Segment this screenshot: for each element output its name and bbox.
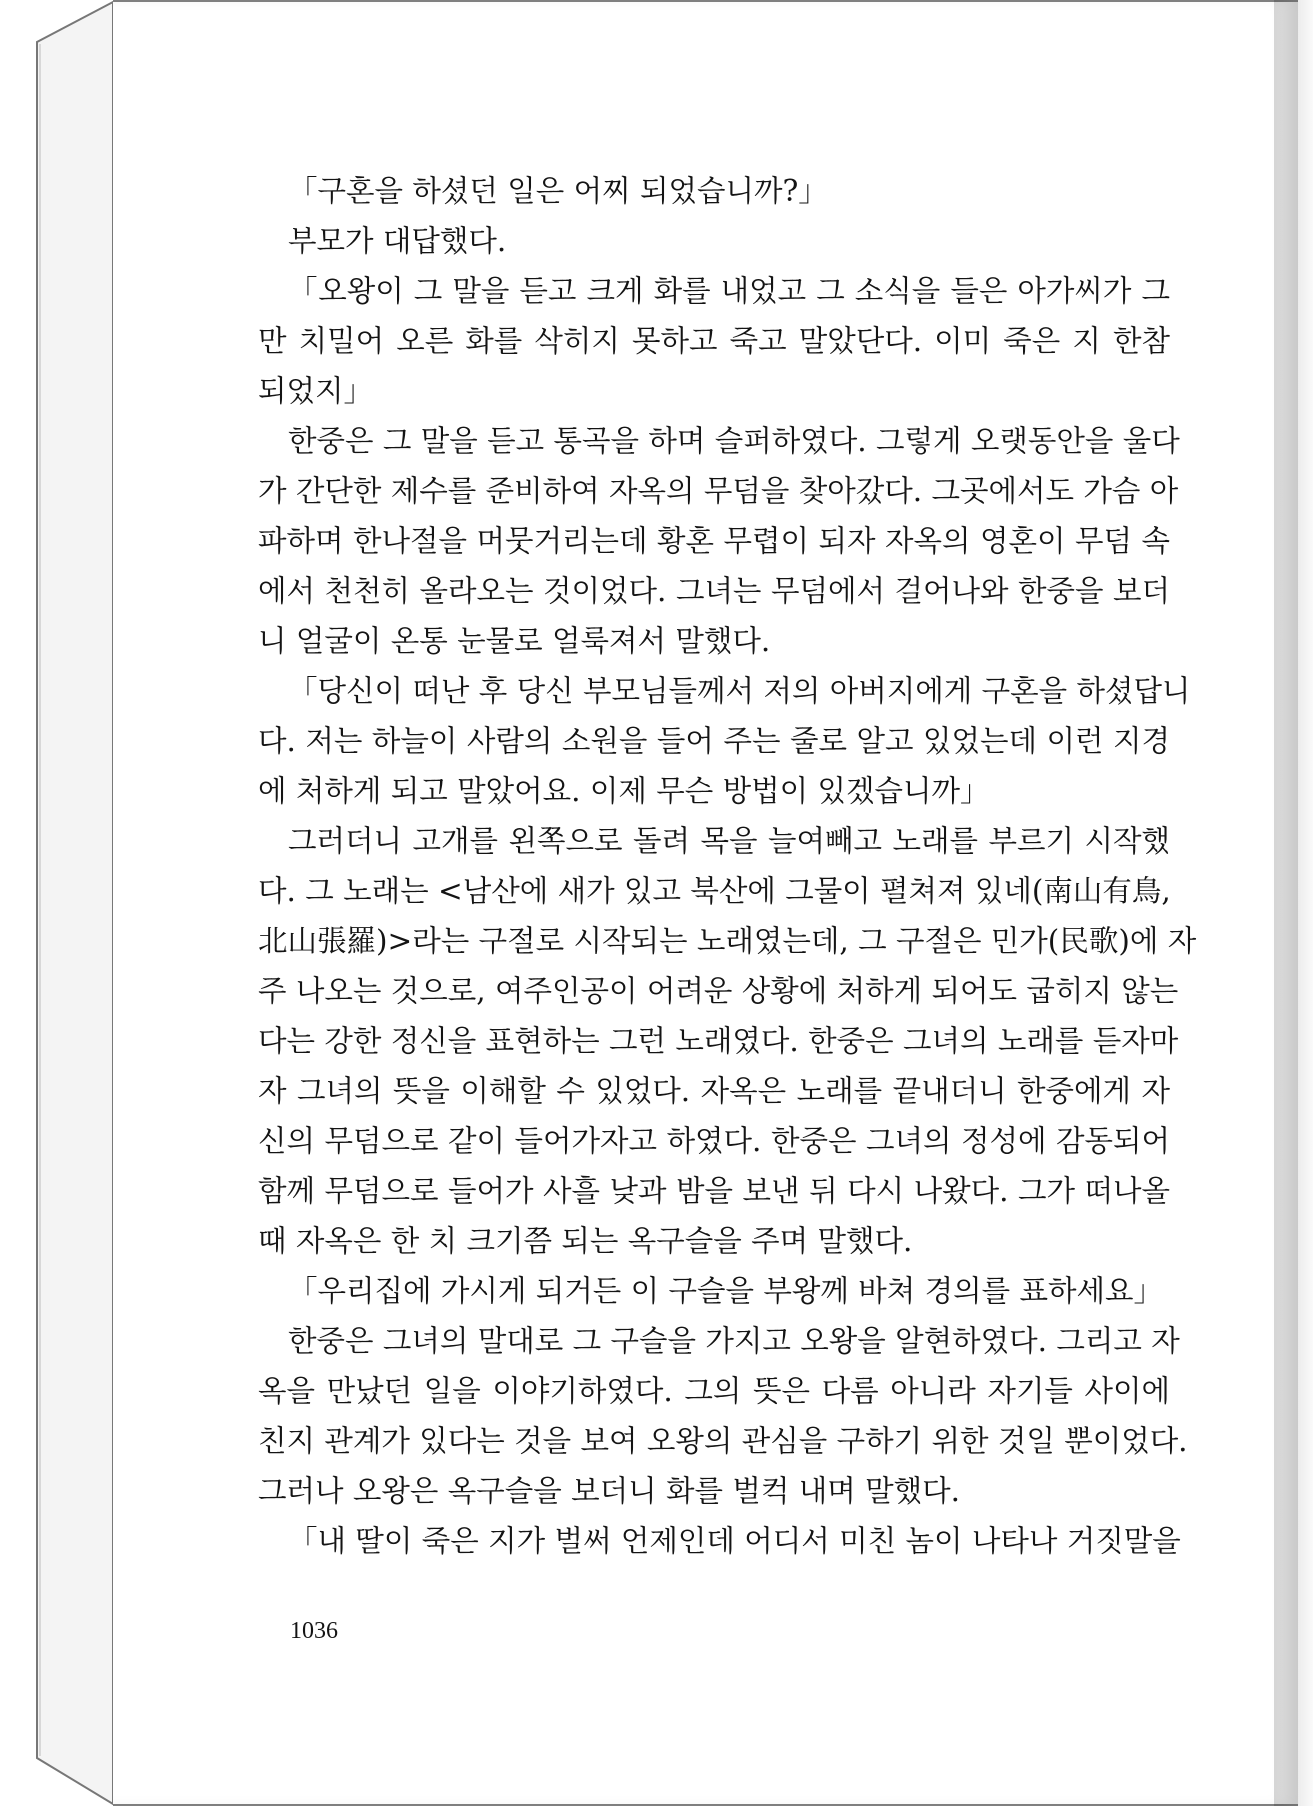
text-line: 에서 천천히 올라오는 것이었다. 그녀는 무덤에서 걸어나와 한중을 보더 [258, 574, 1170, 608]
text-line: 그러나 오왕은 옥구슬을 보더니 화를 벌컥 내며 말했다. [258, 1474, 960, 1508]
text-line: 「우리집에 가시게 되거든 이 구슬을 부왕께 바쳐 경의를 표하세요」 [288, 1274, 1163, 1308]
text-line: 그러더니 고개를 왼쪽으로 돌려 목을 늘여빼고 노래를 부르기 시작했 [288, 824, 1170, 858]
text-line: 가 간단한 제수를 준비하여 자옥의 무덤을 찾아갔다. 그곳에서도 가슴 아 [258, 474, 1179, 508]
text-line: 되었지」 [258, 374, 373, 408]
text-line: 친지 관계가 있다는 것을 보여 오왕의 관심을 구하기 위한 것일 뿐이었다. [258, 1424, 1188, 1458]
text-line: 「당신이 떠난 후 당신 부모님들께서 저의 아버지에게 구혼을 하셨답니 [288, 674, 1191, 708]
text-line: 한중은 그 말을 듣고 통곡을 하며 슬퍼하였다. 그렇게 오랫동안을 울다 [288, 424, 1180, 458]
text-line: 한중은 그녀의 말대로 그 구슬을 가지고 오왕을 알현하였다. 그리고 자 [288, 1324, 1180, 1358]
text-line: 신의 무덤으로 같이 들어가자고 하였다. 한중은 그녀의 정성에 감동되어 [258, 1124, 1170, 1158]
page-number: 1036 [290, 1618, 338, 1644]
text-line: 「오왕이 그 말을 듣고 크게 화를 내었고 그 소식을 들은 아가씨가 그 [288, 274, 1170, 308]
text-line: 파하며 한나절을 머뭇거리는데 황혼 무렵이 되자 자옥의 영혼이 무덤 속 [258, 524, 1170, 558]
page-edge-shadow [1274, 0, 1313, 1806]
text-line: 자 그녀의 뜻을 이해할 수 있었다. 자옥은 노래를 끝내더니 한중에게 자 [258, 1074, 1170, 1108]
text-line: 만 치밀어 오른 화를 삭히지 못하고 죽고 말았단다. 이미 죽은 지 한참 [258, 324, 1170, 358]
text-line: 다는 강한 정신을 표현하는 그런 노래였다. 한중은 그녀의 노래를 듣자마 [258, 1024, 1179, 1058]
text-line: 때 자옥은 한 치 크기쯤 되는 옥구슬을 주며 말했다. [258, 1224, 913, 1258]
text-line: 다. 저는 하늘이 사람의 소원을 들어 주는 줄로 알고 있었는데 이런 지경 [258, 724, 1170, 758]
text-line: 부모가 대답했다. [288, 224, 507, 258]
text-line: 「구혼을 하셨던 일은 어찌 되었습니까?」 [288, 174, 828, 208]
text-line: 다. 그 노래는 <남산에 새가 있고 북산에 그물이 펼쳐져 있네(南山有鳥, [258, 874, 1171, 908]
text-line: 함께 무덤으로 들어가 사흘 낮과 밤을 보낸 뒤 다시 나왔다. 그가 떠나올 [258, 1174, 1170, 1208]
text-line: 주 나오는 것으로, 여주인공이 어려운 상황에 처하게 되어도 굽히지 않는 [258, 974, 1179, 1008]
text-line: 니 얼굴이 온통 눈물로 얼룩져서 말했다. [258, 624, 771, 658]
text-line: 에 처하게 되고 말았어요. 이제 무슨 방법이 있겠습니까」 [258, 774, 990, 808]
text-line: 「내 딸이 죽은 지가 벌써 언제인데 어디서 미친 놈이 나타나 거짓말을 [288, 1524, 1181, 1558]
text-line: 옥을 만났던 일을 이야기하였다. 그의 뜻은 다름 아니라 자기들 사이에 [258, 1374, 1170, 1408]
body-text [258, 166, 1197, 1566]
text-line: 北山張羅)>라는 구절로 시작되는 노래였는데, 그 구절은 민가(民歌)에 자 [258, 924, 1197, 958]
